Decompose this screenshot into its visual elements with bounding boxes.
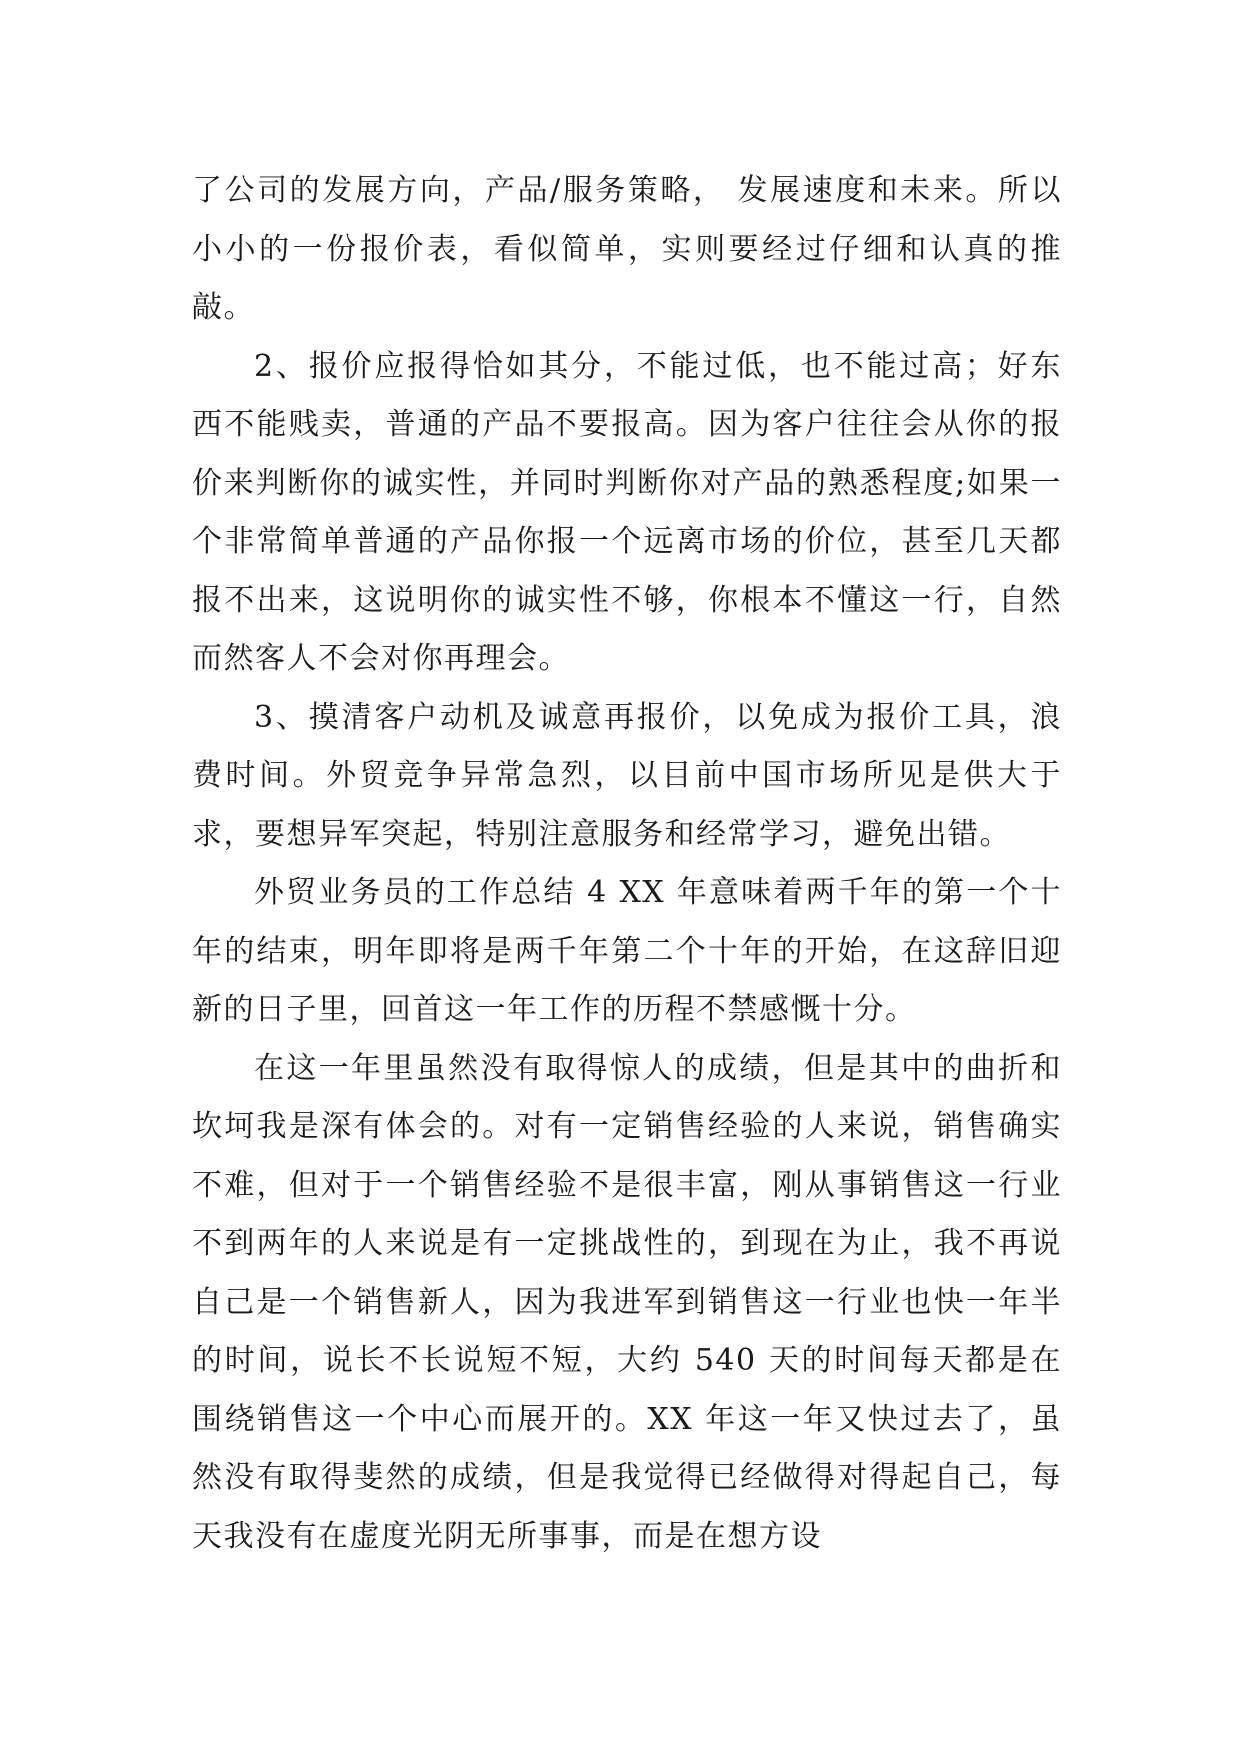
- paragraph-point-2: 2、报价应报得恰如其分，不能过低，也不能过高；好东西不能贱卖，普通的产品不要报高。因为客户往往会从你的报价来判断你的诚实性，并同时判断你对产品的熟悉程度;如果一个非常简单普通的产品你报一个远离市场的价位，甚至几天都报不出来，这说明你的诚实性不够，你根本不懂这一行，自然而然客人不会对你再理会。: [192, 348, 1062, 676]
- paragraph-quotation-conclusion: 了公司的发展方向，产品/服务策略， 发展速度和未来。所以小小的一份报价表，看似简单，实则要经过仔细和认真的推敲。: [192, 173, 1062, 325]
- paragraph-summary-4-body: 在这一年里虽然没有取得惊人的成绩，但是其中的曲折和坎坷我是深有体会的。对有一定销售经验的人来说，销售确实不难，但对于一个销售经验不是很丰富，刚从事销售这一行业不到两年的人来说是有一定挑战性的，到现在为止，我不再说自己是一个销售新人，因为我进军到销售这一行业也快一年半的时间，说长不长说短不短，大约 540 天的时间每天都是在围绕销售这一个中心而展开的。XX 年这一年又快过去了，虽然没有取得斐然的成绩，但是我觉得已经做得对得起自己，每天我没有在虚度光阴无所事事，而是在想方设: [192, 1050, 1062, 1554]
- paragraph-point-3: 3、摸清客户动机及诚意再报价，以免成为报价工具，浪费时间。外贸竞争异常急烈，以目前中国市场所见是供大于求，要想异军突起，特别注意服务和经常学习，避免出错。: [192, 699, 1062, 852]
- document-body: [192, 162, 1062, 1566]
- paragraph-summary-4-intro: 外贸业务员的工作总结 4 XX 年意味着两千年的第一个十年的结束，明年即将是两千年第二个十年的开始，在这辞旧迎新的日子里，回首这一年工作的历程不禁感慨十分。: [192, 875, 1062, 1027]
